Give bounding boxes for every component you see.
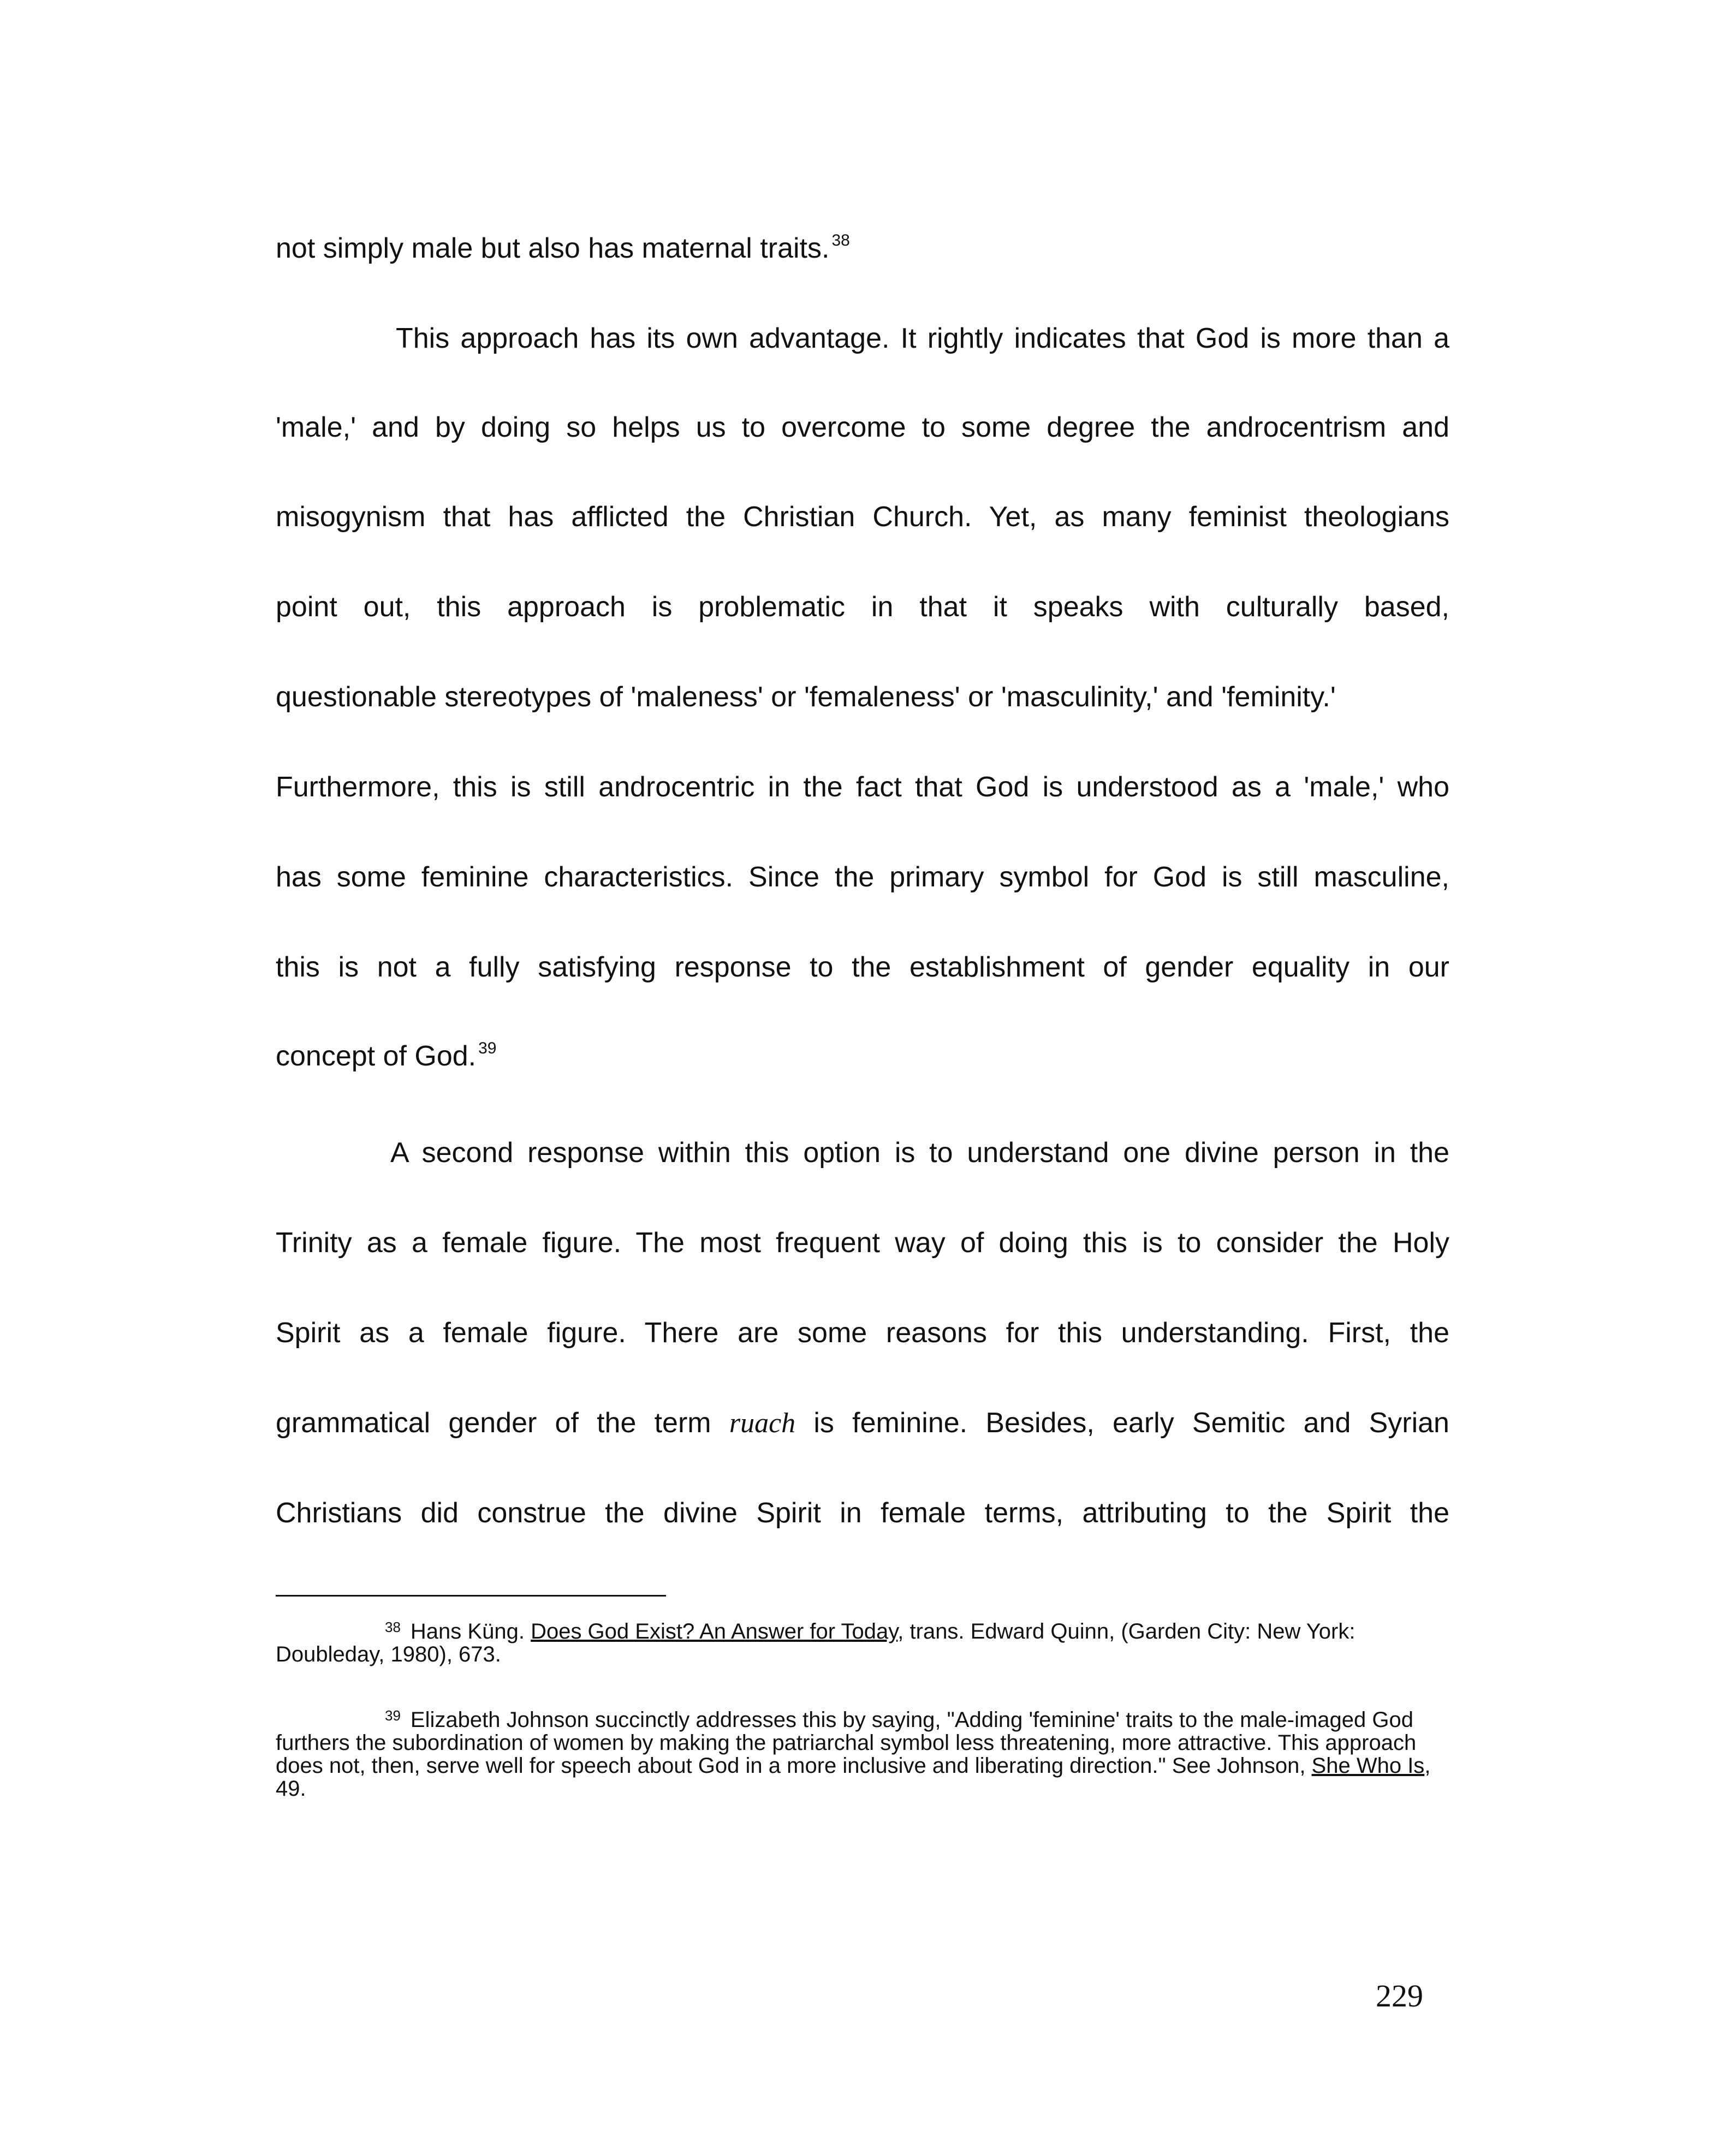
body-line-2 bbox=[396, 322, 1449, 355]
page-number: 229 bbox=[1376, 1978, 1423, 2014]
body-line-5 bbox=[276, 591, 1449, 623]
line-text: misogynism that has afflicted the Christian Church. Yet, as many feminist theologians bbox=[276, 501, 1449, 533]
line-text: A second response within this option is to understand one divine person in the bbox=[390, 1137, 1449, 1169]
footnote-number: 39 bbox=[385, 1707, 401, 1724]
footnote-author: Hans Küng. bbox=[410, 1619, 531, 1643]
footnote-title: Does God Exist? An Answer for Today bbox=[531, 1619, 898, 1643]
body-line-8 bbox=[276, 861, 1449, 894]
footnote-39 bbox=[276, 1708, 1449, 1800]
body-line-4 bbox=[276, 501, 1449, 533]
line-text: This approach has its own advantage. It rightly indicates that God is more than a bbox=[396, 323, 1449, 354]
body-line-11 bbox=[390, 1136, 1449, 1169]
line-text: Trinity as a female figure. The most frequent way of doing this is to consider the Holy bbox=[276, 1227, 1449, 1259]
line-text: Furthermore, this is still androcentric in the fact that God is understood as a 'male,' who bbox=[276, 771, 1449, 803]
italic-term: ruach bbox=[729, 1408, 796, 1439]
body-line-10 bbox=[276, 1040, 1449, 1073]
line-text: Christians did construe the divine Spirit in female terms, attributing to the Spirit the bbox=[276, 1497, 1449, 1529]
footnote-text: , 49. bbox=[276, 1754, 1431, 1801]
line-text: point out, this approach is problematic in that it speaks with culturally based, bbox=[276, 591, 1449, 623]
footnote-title: She Who Is bbox=[1311, 1754, 1425, 1778]
footnote-ref-39[interactable]: 39 bbox=[478, 1039, 497, 1057]
line-text: this is not a fully satisfying response to the establishment of gender equality in our bbox=[276, 951, 1449, 983]
body-line-9 bbox=[276, 951, 1449, 984]
footnote-ref-38[interactable]: 38 bbox=[831, 231, 850, 249]
body-line-7 bbox=[276, 771, 1449, 803]
line-text: 'male,' and by doing so helps us to overcome to some degree the androcentrism and bbox=[276, 412, 1449, 443]
footnote-38 bbox=[276, 1620, 1449, 1666]
body-line-14 bbox=[276, 1407, 1449, 1440]
body-line-6 bbox=[276, 681, 1449, 713]
body-line-13 bbox=[276, 1317, 1449, 1349]
footnote-number: 38 bbox=[385, 1619, 401, 1635]
line-text: has some feminine characteristics. Since the primary symbol for God is still masculine, bbox=[276, 861, 1449, 893]
footnote-text: , trans. Edward Quinn, (Garden City: New York: Doubleday, 1980), 673. bbox=[276, 1619, 1355, 1666]
line-text: questionable stereotypes of 'maleness' or 'femaleness' or 'masculinity,' and 'feminity.' bbox=[276, 681, 1336, 713]
body-line-3 bbox=[276, 411, 1449, 444]
footnote-separator bbox=[276, 1595, 666, 1597]
body-line-15 bbox=[276, 1497, 1449, 1529]
line-text: Spirit as a female figure. There are some reasons for this understanding. First, the bbox=[276, 1317, 1449, 1349]
line-text: concept of God. bbox=[276, 1040, 477, 1072]
footnote-text: Elizabeth Johnson succinctly addresses this by saying, "Adding 'feminine' traits to the male-imaged God furthers the subordination of women by making the patriarchal symbol less threatening, more attractive. This approach does not, then, serve well for speech about God in a more inclusive and liberating direction." See Johnson, bbox=[276, 1708, 1417, 1778]
line-text: is feminine. Besides, early Semitic and Syrian bbox=[795, 1407, 1449, 1439]
body-line-1 bbox=[276, 232, 1449, 265]
line-text: not simply male but also has maternal traits. bbox=[276, 233, 830, 264]
body-line-12 bbox=[276, 1226, 1449, 1259]
line-text: grammatical gender of the term bbox=[276, 1407, 729, 1439]
